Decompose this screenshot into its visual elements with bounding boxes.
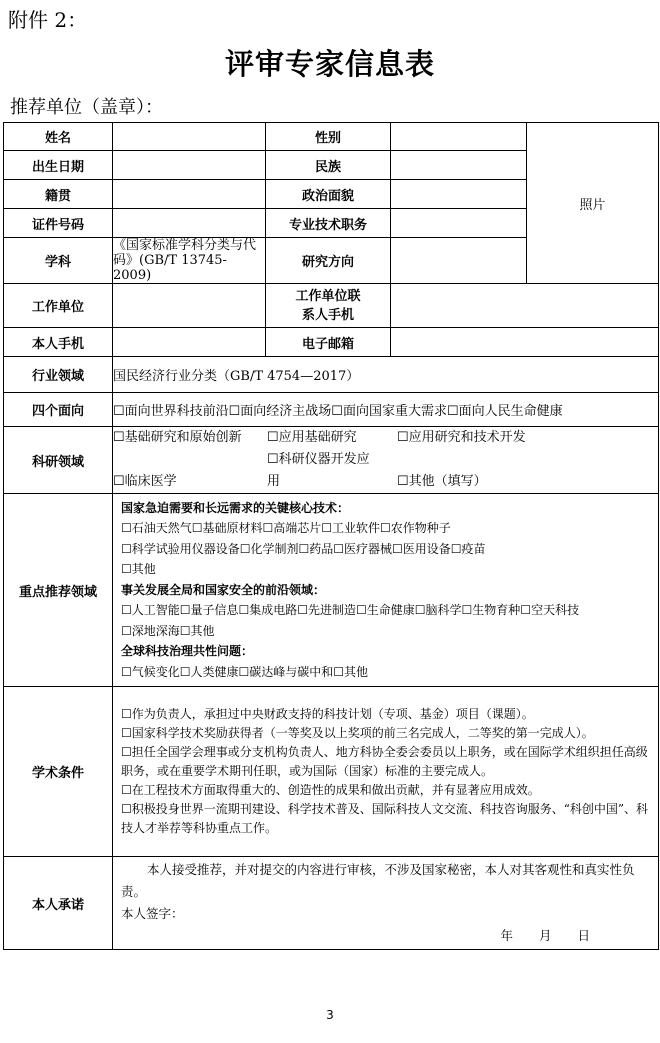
academic-condition-2[interactable]: ☐国家科学技术奖励获得者（一等奖及以上奖项的前三名完成人，二等奖的第一完成人）。 [121,726,594,740]
native-place-field[interactable] [113,180,266,209]
industry-label: 行业领域 [4,357,113,393]
page-number: 3 [326,1008,334,1022]
political-status-field[interactable] [391,180,527,209]
native-place-label: 籍贯 [4,180,113,209]
key-areas-options-4[interactable]: ☐人工智能☐量子信息☐集成电路☐先进制造☐生命健康☐脑科学☐生物育种☐空天科技 [121,603,580,618]
gender-label: 性别 [266,123,391,151]
key-areas-options-5[interactable]: ☐深地深海☐其他 [121,623,215,638]
key-areas-options-2[interactable]: ☐科学试验用仪器设备☐化学制剂☐药品☐医疗器械☐医用设备☐疫苗 [121,541,486,556]
photo-label: 照片 [579,197,606,213]
photo-box[interactable] [527,123,659,284]
professional-title-label: 专业技术职务 [266,209,391,238]
gender-field[interactable] [391,123,527,151]
academic-condition-4[interactable]: ☐在工程技术方面取得重大的、创造性的成果和做出贡献，并有显著应用成效。 [121,783,540,797]
id-number-label: 证件号码 [4,209,113,238]
academic-condition-3[interactable]: ☐担任全国学会理事或分支机构负责人、地方科协全委会委员以上职务，或在国际学术组织担任高级职务，或在重要学术期刊任职，或为国际（国家）标准的主要完成人。 [121,745,648,778]
work-unit-label: 工作单位 [4,284,113,328]
research-direction-label: 研究方向 [266,238,391,284]
work-unit-contact-label: 工作单位联系人手机 [266,284,391,328]
discipline-label: 学科 [4,238,113,284]
mobile-label: 本人手机 [4,328,113,357]
option-basic-research[interactable]: ☐基础研究和原始创新 [113,430,242,445]
pledge-label: 本人承诺 [4,857,113,950]
email-field[interactable] [391,328,659,357]
research-field-label: 科研领域 [4,427,113,494]
email-label: 电子邮箱 [266,328,391,357]
research-field-options [113,427,659,494]
ethnicity-field[interactable] [391,151,527,180]
four-aspects-label: 四个面向 [4,393,113,427]
expert-info-table [3,122,659,950]
option-applied-basic-research[interactable]: ☐应用基础研究 [267,430,357,445]
key-areas-heading-frontier: 事关发展全局和国家安全的前沿领域： [121,582,326,597]
birth-date-label: 出生日期 [4,151,113,180]
name-field[interactable] [113,123,266,151]
signature-label[interactable]: 本人签字： [121,906,184,921]
key-areas-heading-governance: 全球科技治理共性问题： [121,644,254,659]
key-areas-heading-core-tech: 国家急迫需要和长远需求的关键核心技术： [121,500,350,515]
work-unit-field[interactable] [113,284,266,328]
recommending-unit-label: 推荐单位（盖章）： [10,97,163,118]
academic-label: 学术条件 [4,687,113,857]
option-other[interactable]: ☐其他（填写） [397,474,487,489]
pledge-date[interactable]: 年 月 日 [500,928,590,943]
key-areas-options-1[interactable]: ☐石油天然气☐基础原材料☐高端芯片☐工业软件☐农作物种子 [121,521,451,536]
political-status-label: 政治面貌 [266,180,391,209]
name-label: 姓名 [4,123,113,151]
key-areas-options-6[interactable]: ☐气候变化☐人类健康☐碳达峰与碳中和☐其他 [121,664,369,679]
academic-content [113,687,659,857]
ethnicity-label: 民族 [266,151,391,180]
academic-condition-5[interactable]: ☐积极投身世界一流期刊建设、科学技术普及、国际科技人文交流、科技咨询服务、“科创中国”、科技人才举荐等科协重点工作。 [121,802,649,835]
page-title: 评审专家信息表 [224,47,435,81]
industry-hint[interactable]: 国民经济行业分类（GB/T 4754—2017） [113,357,659,393]
attachment-label: 附件 2： [8,8,88,32]
work-unit-contact-field[interactable] [391,284,659,328]
professional-title-field[interactable] [391,209,527,238]
research-direction-field[interactable] [391,238,527,284]
option-instrument-development[interactable]: ☐科研仪器开发应用 [267,452,370,489]
academic-condition-1[interactable]: ☐作为负责人，承担过中央财政支持的科技计划（专项、基金）项目（课题）。 [121,707,534,721]
option-applied-research[interactable]: ☐应用研究和技术开发 [397,430,526,445]
key-areas-options-3[interactable]: ☐其他 [121,562,156,577]
birth-date-field[interactable] [113,151,266,180]
four-aspects-options[interactable]: ☐面向世界科技前沿☐面向经济主战场☐面向国家重大需求☐面向人民生命健康 [113,393,659,427]
pledge-content [113,857,659,950]
key-areas-label: 重点推荐领域 [4,494,113,687]
mobile-field[interactable] [113,328,266,357]
discipline-hint[interactable]: 《国家标准学科分类与代码》(GB/T 13745-2009) [113,238,266,284]
id-number-field[interactable] [113,209,266,238]
key-areas-content [113,494,659,687]
pledge-text: 本人接受推荐，并对提交的内容进行审核，不涉及国家秘密，本人对其客观性和真实性负责。 [121,862,635,899]
option-clinical-medicine[interactable]: ☐临床医学 [113,474,177,489]
